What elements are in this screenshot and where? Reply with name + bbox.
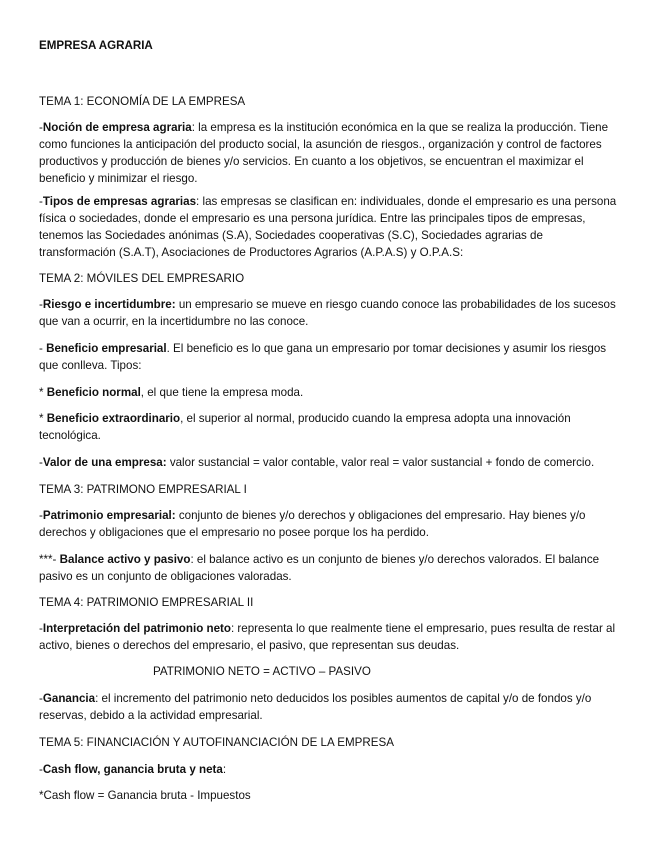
tema1-heading: TEMA 1: ECONOMÍA DE LA EMPRESA (39, 95, 246, 108)
term-beneficio-extraordinario: Beneficio extraordinario (46, 412, 181, 425)
tema1-paragraph-nocion: -Noción de empresa agraria: la empresa es la institución económica en la que se realiza la producción. Tiene como funciones la anticipación del producto social, la asunción de riesgos., organización y control de factores productivos y producción de bienes y/o servicios. En cuanto a los objetivos, se encuentran el maximizar el beneficio y minimizar el riesgo. (39, 121, 609, 185)
tema3-paragraph-balance: ***- Balance activo y pasivo: el balance activo es un conjunto de bienes y/o derechos valorados. El balance pasivo es un conjunto de obligaciones valoradas. (39, 553, 600, 583)
tema3-heading: TEMA 3: PATRIMONO EMPRESARIAL I (39, 483, 247, 496)
term-riesgo: Riesgo e incertidumbre: (42, 298, 176, 311)
term-patrimonio: Patrimonio empresarial: (42, 509, 176, 522)
term-nocion: Noción de empresa agraria (42, 121, 192, 134)
term-tipos: Tipos de empresas agrarias (42, 195, 197, 208)
formula-patrimonio-neto: PATRIMONIO NETO = ACTIVO – PASIVO (153, 665, 371, 678)
tema5-heading: TEMA 5: FINANCIACIÓN Y AUTOFINANCIACIÓN DE LA EMPRESA (39, 736, 394, 749)
term-beneficio-normal: Beneficio normal (46, 386, 141, 399)
tema4-heading: TEMA 4: PATRIMONIO EMPRESARIAL II (39, 596, 254, 609)
tema2-paragraph-valor: -Valor de una empresa: valor sustancial = valor contable, valor real = valor sustancial + fondo de comercio. (39, 456, 595, 469)
term-beneficio: Beneficio empresarial (46, 342, 167, 355)
tema5-paragraph-cashflow-formula: *Cash flow = Ganancia bruta - Impuestos (39, 789, 251, 802)
tema4-paragraph-interpretacion: -Interpretación del patrimonio neto: representa lo que realmente tiene el empresario, pues resulta de restar al activo, bienes o derechos del empresario, el pasivo, que representan sus deudas. (39, 622, 616, 652)
tema3-paragraph-patrimonio: -Patrimonio empresarial: conjunto de bienes y/o derechos y obligaciones del empresario. Hay bienes y/o derechos y obligaciones que el empresario no posee porque los ha perdido. (39, 509, 586, 539)
document-title: EMPRESA AGRARIA (39, 39, 153, 52)
term-ganancia: Ganancia (42, 692, 96, 705)
tema2-paragraph-riesgo: -Riesgo e incertidumbre: un empresario se mueve en riesgo cuando conoce las probabilidades de los sucesos que van a ocurrir, en la incertidumbre no las conoce. (39, 298, 616, 328)
term-balance: Balance activo y pasivo (59, 553, 191, 566)
tema5-paragraph-cashflow: -Cash flow, ganancia bruta y neta: (39, 763, 227, 776)
term-interpretacion: Interpretación del patrimonio neto (42, 622, 231, 635)
term-valor: Valor de una empresa: (42, 456, 167, 469)
tema4-paragraph-ganancia: -Ganancia: el incremento del patrimonio neto deducidos los posibles aumentos de capital y/o de fondos y/o reservas, debido a la actividad empresarial. (39, 692, 592, 722)
tema2-paragraph-beneficio-normal: * Beneficio normal, el que tiene la empresa moda. (39, 386, 304, 399)
tema2-heading: TEMA 2: MÓVILES DEL EMPRESARIO (39, 272, 245, 285)
tema2-paragraph-beneficio-extraordinario: * Beneficio extraordinario, el superior al normal, producido cuando la empresa adopta una innovación tecnológica. (39, 412, 571, 442)
tema1-paragraph-tipos: -Tipos de empresas agrarias: las empresas se clasifican en: individuales, donde el empresario es una persona física o sociedades, donde el empresario es una persona jurídica. Entre las principales tipos de empresas, tenemos las Sociedades anónimas (S.A), Sociedades cooperativas (S.C), Sociedades agrarias de transformación (S.A.T), Asociaciones de Productores Agrarios (A.P.A.S) y O.P.A.S: (39, 195, 617, 259)
tema2-paragraph-beneficio: - Beneficio empresarial. El beneficio es lo que gana un empresario por tomar decisiones y asumir los riesgos que conlleva. Tipos: (39, 342, 607, 372)
term-cashflow: Cash flow, ganancia bruta y neta (42, 763, 223, 776)
